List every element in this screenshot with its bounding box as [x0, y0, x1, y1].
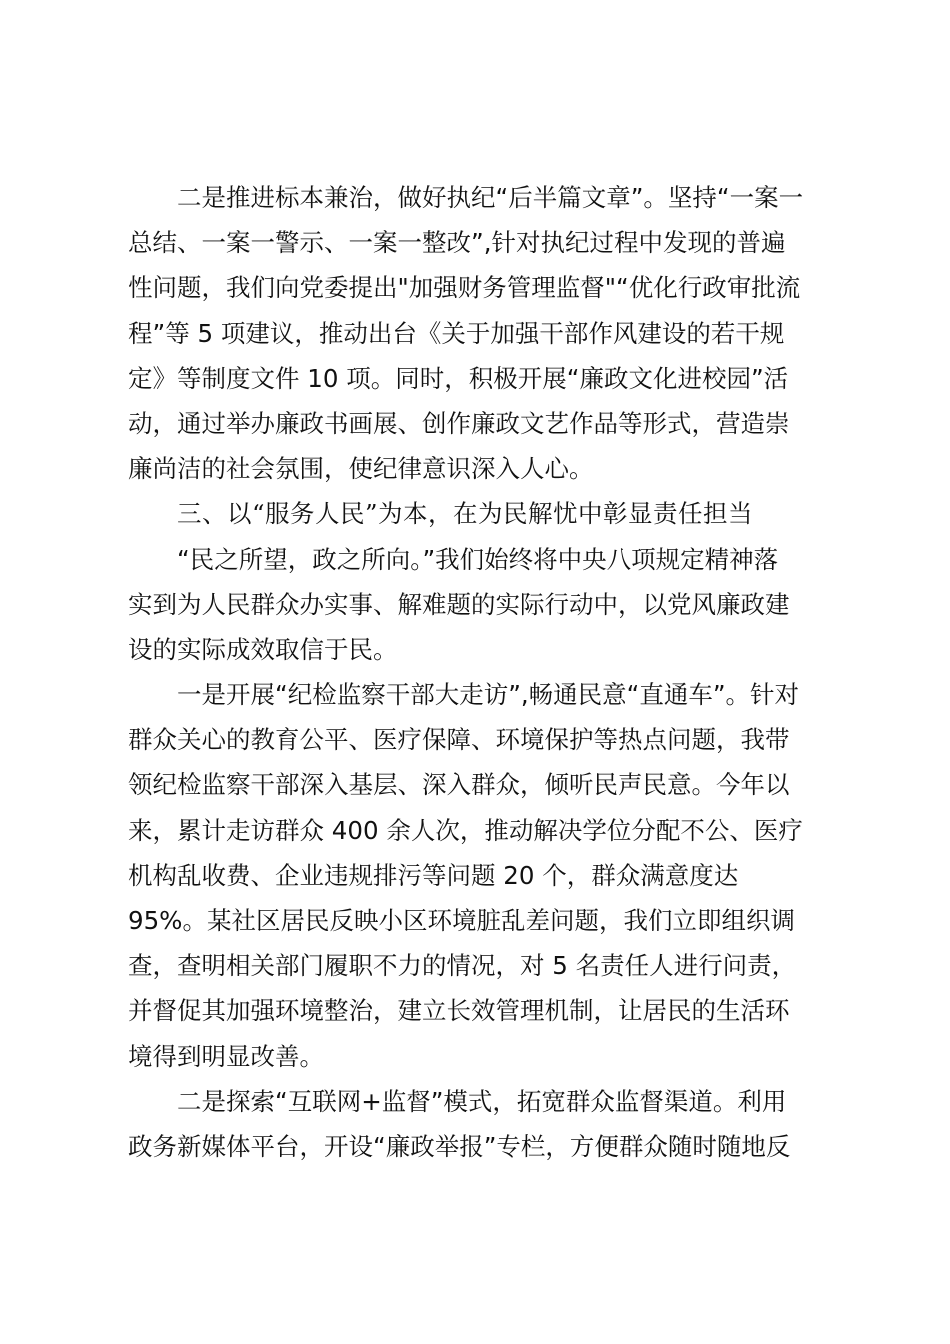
paragraph-2-line-6: 动，通过举办廉政书画展、创作廉政文艺作品等形式，营造崇 [128, 408, 790, 438]
paragraph-2-line-3: 性问题，我们向党委提出"加强财务管理监督"“优化行政审批流 [128, 273, 801, 303]
paragraph-3-line-2: 实到为人民群众办实事、解难题的实际行动中，以党风廉政建 [128, 589, 790, 619]
paragraph-4-line-7: 查，查明相关部门履职不力的情况，对 5 名责任人进行问责， [128, 951, 797, 981]
paragraph-4-line-5: 机构乱收费、企业违规排污等问题 20 个，群众满意度达 [128, 860, 739, 890]
paragraph-4-line-2: 群众关心的教育公平、医疗保障、环境保护等热点问题，我带 [128, 725, 790, 755]
paragraph-3-line-1: “民之所望，政之所向。”我们始终将中央八项规定精神落 [177, 544, 779, 574]
paragraph-2-line-7: 廉尚洁的社会氛围，使纪律意识深入人心。 [128, 454, 594, 484]
paragraph-4-line-3: 领纪检监察干部深入基层、深入群众，倾听民声民意。今年以 [128, 770, 790, 800]
paragraph-4-line-4: 来，累计走访群众 400 余人次，推动解决学位分配不公、医疗 [128, 815, 803, 845]
paragraph-3-line-3: 设的实际成效取信于民。 [128, 634, 398, 664]
paragraph-4-line-8: 并督促其加强环境整治，建立长效管理机制，让居民的生活环 [128, 996, 790, 1026]
paragraph-2-line-4: 程”等 5 项建议，推动出台《关于加强干部作风建设的若干规 [128, 318, 785, 348]
paragraph-2-line-1: 二是推进标本兼治，做好执纪“后半篇文章”。坚持“一案一 [177, 183, 804, 212]
paragraph-4-line-6: 95%。某社区居民反映小区环境脏乱差问题，我们立即组织调 [128, 906, 795, 935]
section-heading-3: 三、以“服务人民”为本，在为民解忧中彰显责任担当 [177, 499, 754, 529]
paragraph-2-line-2: 总结、一案一警示、一案一整改”,针对执纪过程中发现的普遍 [128, 228, 786, 258]
paragraph-5-line-2: 政务新媒体平台，开设“廉政举报”专栏，方便群众随时随地反 [128, 1131, 791, 1161]
paragraph-5-line-1: 二是探索“互联网+监督”模式，拓宽群众监督渠道。利用 [177, 1086, 787, 1116]
paragraph-2-line-5: 定》等制度文件 10 项。同时，积极开展“廉政文化进校园”活 [128, 363, 789, 393]
paragraph-4-line-9: 境得到明显改善。 [128, 1041, 324, 1071]
document-body [128, 175, 828, 1169]
paragraph-4-line-1: 一是开展“纪检监察干部大走访”,畅通民意“直通车”。针对 [177, 680, 800, 710]
